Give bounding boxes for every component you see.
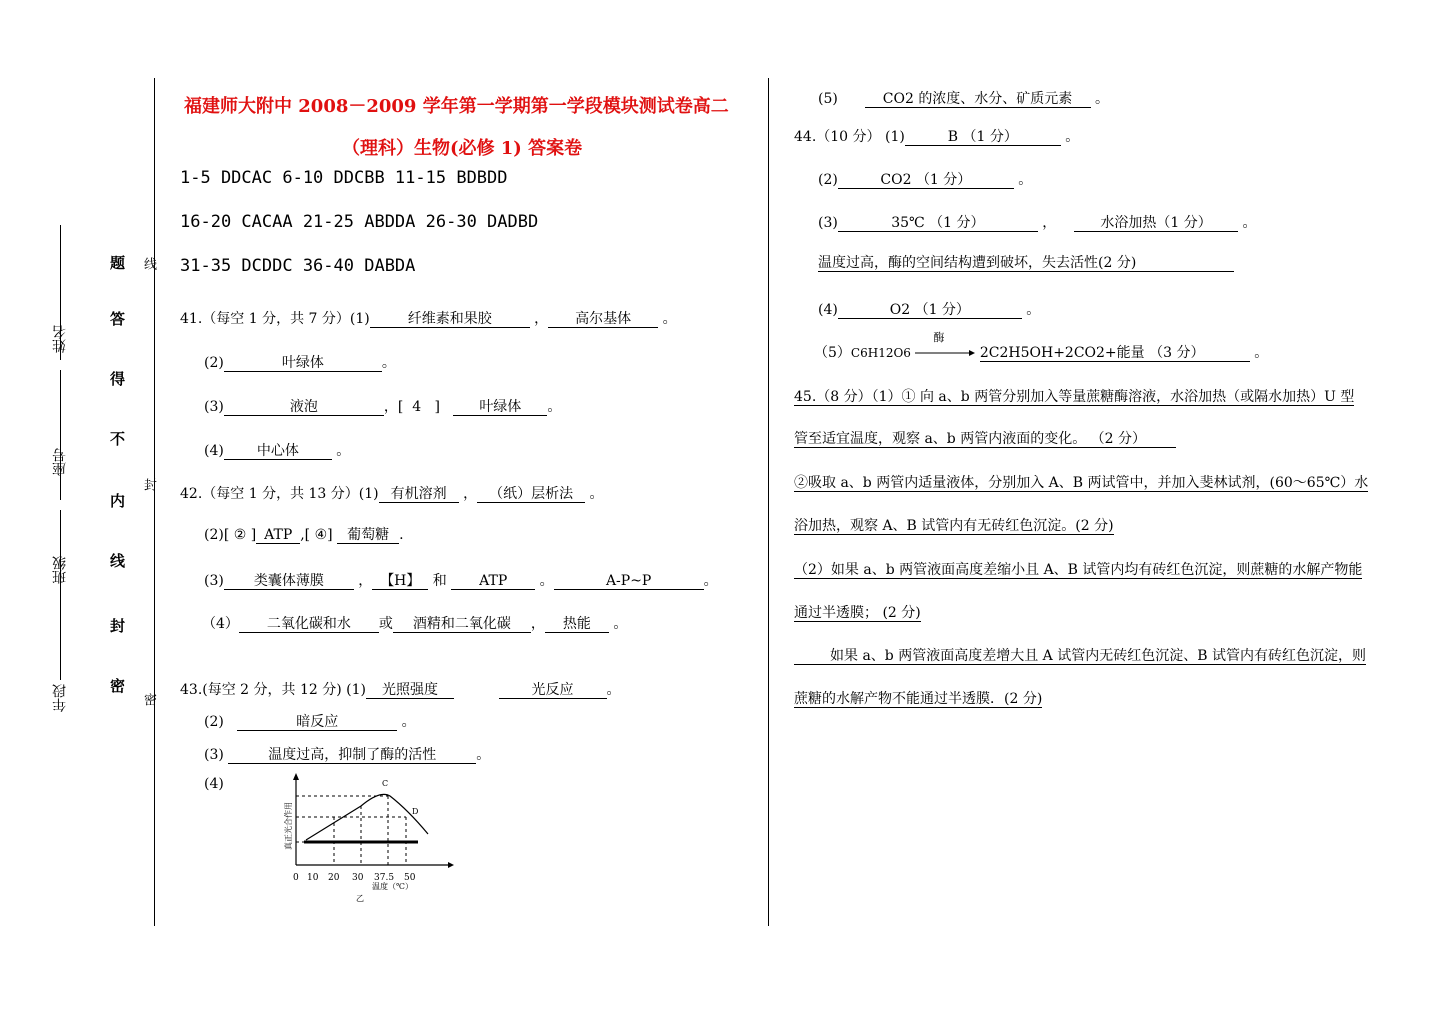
q42-answer-8: A-P~P [554, 573, 704, 590]
q42-answer-10: 酒精和二氧化碳 [393, 616, 531, 633]
q43-part-2: (2) [204, 714, 224, 730]
graph-x-label: 温度（℃） [372, 882, 413, 891]
q42-line2: (2)[ ② ] ATP ,[ ④] 葡萄糖 . [204, 527, 404, 543]
q42-mark-1: ② [233, 527, 247, 543]
q45-text-1: 45.（8 分）（1）① 向 a、b 两管分别加入等量蔗糖酶溶液，水浴加热（或隔水加热）U 型 [794, 389, 1355, 405]
q42-answer-7: ATP [451, 573, 535, 590]
q41-line4: (4) 中心体 。 [204, 443, 351, 459]
class-label: 班级 [52, 556, 68, 584]
reaction-arrow [915, 331, 975, 361]
q44-part-2: (2) [818, 172, 838, 188]
q44-eq-right: 2C2H5OH+2CO2+能量 （3 分） [980, 345, 1250, 362]
q43-answer-4: 温度过高，抑制了酶的活性 [228, 747, 476, 764]
enzyme-label: 酶 [933, 331, 945, 344]
center-divider [768, 78, 769, 926]
graph-x-tick: 20 [328, 873, 340, 883]
seal-char: 题 [110, 254, 126, 272]
q43-part-4: (4) [204, 776, 224, 792]
q44-line3: (3) 35℃ （1 分） ， 水浴加热（1 分） 。 [818, 215, 1257, 231]
q43-head: 43.(每空 2 分，共 12 分) (1) [180, 682, 366, 698]
q44-part-5: （5） [814, 345, 851, 361]
graph-x-tick: 37.5 [374, 873, 395, 883]
q43-line5: (5) CO2 的浓度、水分、矿质元素 。 [818, 91, 1109, 107]
seal-char: 密 [110, 677, 126, 695]
mc-row-3: 31-35 DCDDC 36-40 DABDA [180, 256, 416, 276]
q45-line7 [794, 645, 1366, 665]
q41-answer-1: 纤维素和果胶 [370, 311, 530, 328]
q42-part-4: （4） [202, 616, 239, 632]
q45-line3 [794, 472, 1368, 492]
left-divider [154, 78, 155, 926]
seal-char: 封 [110, 617, 126, 635]
q41-head: 41.（每空 1 分，共 7 分）(1) [180, 311, 370, 327]
q45-text-3: ②吸取 a、b 两管内适量液体，分别加入 A、B 两试管中，并加入斐林试剂，(60～65℃）水 [794, 475, 1369, 491]
q44-line1: 44.（10 分） (1) B （1 分） 。 [794, 129, 1080, 145]
q41-answer-7: 中心体 [224, 443, 332, 460]
q43-answer-2: 光反应 [499, 682, 607, 699]
q43-line2: (2) 暗反应 。 [204, 714, 416, 730]
name-label: 姓名 [52, 325, 68, 353]
seal-char: 不 [110, 430, 126, 448]
q44-eq-left: C6H12O6 [850, 346, 911, 360]
graph-x-tick: 0 [293, 873, 299, 883]
q45-line8 [794, 688, 1042, 708]
q44-answer-3: 35℃ （1 分） [838, 215, 1038, 232]
q41-line1: 41.（每空 1 分，共 7 分）(1) 纤维素和果胶 ， 高尔基体 。 [180, 311, 677, 327]
seal-char: 得 [110, 370, 126, 388]
grade-line [60, 590, 61, 680]
q43-line1: 43.(每空 2 分，共 12 分) (1) 光照强度 光反应 。 [180, 682, 621, 698]
q44-answer-4: 水浴加热（1 分） [1074, 215, 1238, 232]
graph-y-label: 真正光合作用 [284, 802, 293, 850]
q42-or: 或 [378, 616, 393, 632]
q45-line1 [794, 386, 1354, 406]
q41-answer-2: 高尔基体 [548, 311, 658, 328]
q41-answer-5: 4 [412, 399, 422, 415]
seal-char: 答 [110, 310, 126, 328]
graph-x-tick: 50 [404, 873, 416, 883]
q42-answer-6: 【H】 [372, 573, 428, 590]
graph-point-c: C [382, 779, 389, 788]
q45-text-5: （2）如果 a、b 两管液面高度差缩小且 A、B 试管内均有砖红色沉淀，则蔗糖的水解产物能 [794, 562, 1363, 578]
q44-line2: (2) CO2 （1 分） 。 [818, 172, 1033, 188]
seat-label: 座号 [52, 448, 68, 476]
mc-row-1: 1-5 DDCAC 6-10 DDCBB 11-15 BDBDD [180, 168, 508, 188]
q42-head: 42.（每空 1 分，共 13 分）(1) [180, 486, 379, 502]
q42-answer-4: 葡萄糖 [337, 527, 399, 544]
q43-part-5: (5) [818, 91, 838, 107]
q42-and: 和 [432, 573, 447, 589]
q44-answer-2: CO2 （1 分） [838, 172, 1014, 189]
q42-mark-2: ④ [314, 527, 328, 543]
q45-text-4: 浴加热，观察 A、B 试管内有无砖红色沉淀。(2 分) [794, 518, 1114, 534]
q42-answer-1: 有机溶剂 [379, 486, 459, 503]
page-title: 福建师大附中 2008－2009 学年第一学期第一学段模块测试卷高二 [184, 96, 729, 117]
q44-line4 [818, 255, 1234, 272]
q43-answer-5: CO2 的浓度、水分、矿质元素 [865, 91, 1091, 108]
q41-line3: (3) 液泡 ，[ 4 ] 叶绿体 。 [204, 399, 562, 415]
q43-line3: (3) 温度过高，抑制了酶的活性 。 [204, 747, 491, 763]
q45-line2 [794, 428, 1176, 448]
q41-part-3: (3) [204, 399, 224, 415]
graph-x-tick: 30 [352, 873, 364, 883]
q41-answer-4: 液泡 [224, 399, 384, 416]
seat-line [60, 370, 61, 500]
q43-line4 [204, 776, 224, 792]
q42-part-2: (2)[ [204, 527, 230, 543]
q42-answer-5: 类囊体薄膜 [224, 573, 354, 590]
q43-part-3: (3) [204, 747, 224, 763]
q44-answer-1: B （1 分） [905, 129, 1061, 146]
q42-part-3: (3) [204, 573, 224, 589]
q44-answer-5: 温度过高，酶的空间结构遭到破坏，失去活性(2 分) [818, 255, 1234, 272]
q42-answer-3: ATP [256, 527, 300, 544]
seal-char: 内 [110, 492, 126, 510]
q44-line5: (4) O2 （1 分） 。 [818, 302, 1041, 318]
q42-line1: 42.（每空 1 分，共 13 分）(1) 有机溶剂 ， （纸）层析法 。 [180, 486, 604, 502]
q41-line2: (2) 叶绿体 。 [204, 355, 396, 371]
q41-answer-6: 叶绿体 [453, 399, 547, 416]
seal-char: 线 [110, 552, 126, 570]
q44-head: 44.（10 分） (1) [794, 129, 905, 145]
q42-line3: (3) 类囊体薄膜 ， 【H】 和 ATP 。 A-P~P 。 [204, 573, 718, 589]
arrow-icon [915, 349, 975, 357]
q45-text-8: 蔗糖的水解产物不能通过半透膜．(2 分) [794, 691, 1043, 707]
mc-row-2: 16-20 CACAA 21-25 ABDDA 26-30 DADBD [180, 212, 539, 232]
q45-text-2: 管至适宜温度，观察 a、b 两管内液面的变化。 （2 分） [794, 431, 1176, 448]
seal-char-small: 线 [141, 257, 156, 270]
seal-char-small: 封 [141, 478, 156, 491]
q44-part-4: (4) [818, 302, 838, 318]
q42-answer-2: （纸）层析法 [477, 486, 585, 503]
q41-answer-3: 叶绿体 [224, 355, 382, 372]
q44-line6: （5）C6H12O6 酶 2C2H5OH+2CO2+能量 （3 分） 。 [814, 331, 1269, 361]
q42-answer-11: 热能 [545, 616, 609, 633]
q44-answer-6: O2 （1 分） [838, 302, 1022, 319]
grade-label: 年段 [52, 684, 68, 712]
q41-part-2: (2) [204, 355, 224, 371]
graph-x-tick: 10 [307, 873, 319, 883]
graph-point-d: D [412, 807, 419, 816]
q45-line5 [794, 559, 1362, 579]
q42-answer-9: 二氧化碳和水 [239, 616, 379, 633]
q43-answer-1: 光照强度 [366, 682, 454, 699]
q41-part-4: (4) [204, 443, 224, 459]
q45-text-6: 通过半透膜； (2 分) [794, 605, 921, 621]
q45-line6 [794, 602, 921, 622]
q44-part-3: (3) [818, 215, 838, 231]
temperature-photosynthesis-graph [276, 770, 456, 905]
graph-sub-label: 乙 [356, 894, 364, 903]
q45-line4 [794, 515, 1114, 535]
q43-answer-3: 暗反应 [237, 714, 397, 731]
page-subtitle: （理科）生物(必修 1) 答案卷 [342, 138, 583, 159]
q45-text-7: 如果 a、b 两管液面高度差增大且 A 试管内无砖红色沉淀、B 试管内有砖红色沉淀，则 [794, 648, 1366, 665]
seal-char-small: 密 [141, 693, 156, 706]
q42-line4: （4） 二氧化碳和水 或 酒精和二氧化碳 ， 热能 。 [202, 616, 628, 632]
